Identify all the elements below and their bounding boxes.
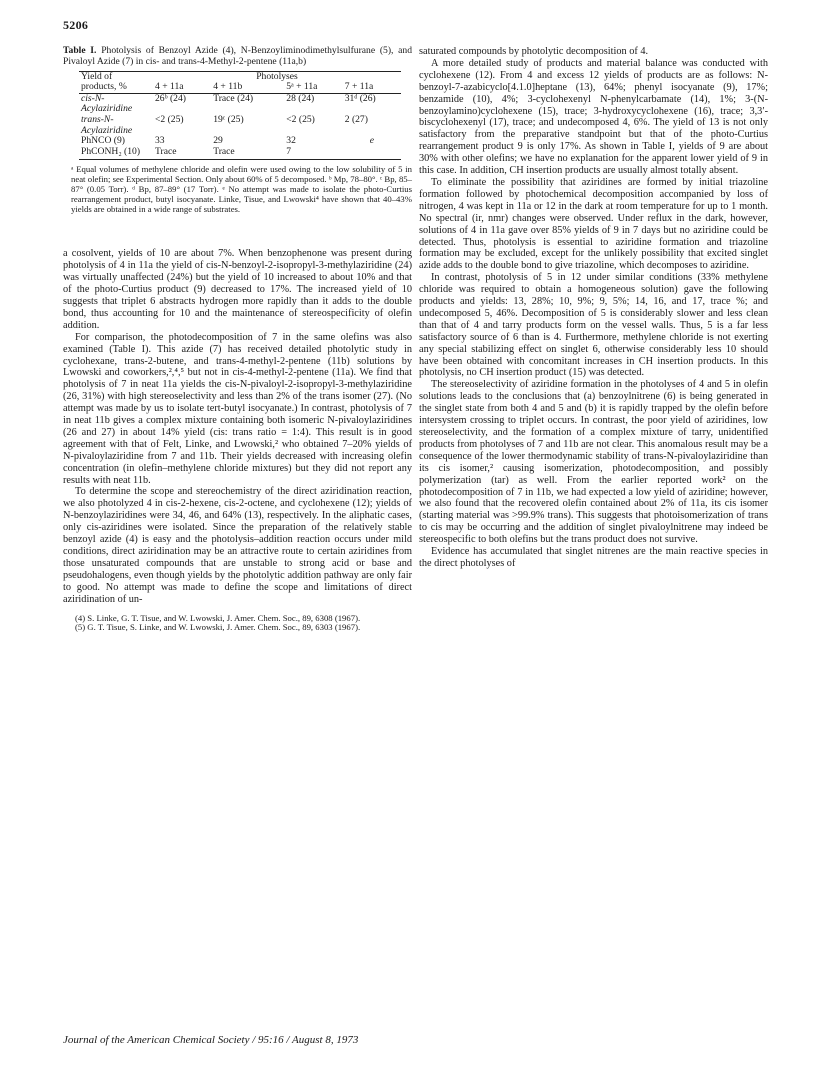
table-cell: Trace (24) — [213, 92, 254, 104]
left-column — [63, 46, 412, 633]
table-caption-text: Photolysis of Benzoyl Azide (4), N-Benzoyliminodimethylsulfurane (5), and Pivaloyl Azide (7) in cis- and trans-4-Methyl-2-pentene (11a,b) — [63, 45, 412, 67]
column-header: 4 + 11b — [211, 82, 284, 93]
table-cell: 19ᶜ (25) — [213, 113, 244, 125]
table-cell: 29 — [213, 135, 223, 147]
journal-footer: Journal of the American Chemical Society / 95:16 / August 8, 1973 — [63, 1034, 359, 1046]
reference: (5) G. T. Tisue, S. Linke, and W. Lwowski, J. Amer. Chem. Soc., 89, 6303 (1967). — [75, 622, 361, 633]
table-cell: <2 (25) — [286, 113, 315, 125]
row-label: PhNCO (9) — [81, 135, 125, 147]
row-label: trans-N-Acylaziridine — [81, 113, 133, 136]
table-caption — [63, 46, 412, 68]
table-footnote: ᵃ Equal volumes of methylene chloride and olefin were used owing to the low solubility of 5 in neat olefin; see Experimental Section. Only about 60% of 5 decomposed. ᵇ Mp, 78–80°. ᶜ Bp, 85–87° (0.05 Torr). ᵈ Bp, 87–89° (17 Torr). ᵉ No attempt was made to isolate the photo-Curtius rearrangement product, butyl isocyanate. Linke, Tisue, and Lwowski⁴ have shown that 40–43% yields are obtained in a wide range of substrates. — [71, 164, 412, 215]
table-row — [79, 93, 401, 115]
body-paragraph: In contrast, photolysis of 5 in 12 under similar conditions (33% methylene chloride was required to obtain a homogeneous solution) gave the following products and yields: 13, 28%; 10, 9%; 9, 5%; 14, 16, and 17, trace %; and undecomposed 5, 46%. Decomposition of 5 is considerably slower and less clean than that of 4 and tarry products form on the vessel walls. Thus, 5 is a far less satisfactory source of 6 than is 4. Furthermore, methylene chloride is not exerting any special stabilizing effect on singlet 6, otherwise considerably less 10 should have been obtained with concomitant increases in CH insertion products. In this photolysis, no CH insertion product (15) was detected. — [419, 272, 768, 379]
body-paragraph: saturated compounds by photolytic decomposition of 4. — [419, 46, 649, 57]
body-paragraph: To determine the scope and stereochemistry of the direct aziridination reaction, we also photolyzed 4 in cis-2-hexene, cis-2-octene, and cyclohexene (12); yields of N-benzoylaziridines were 34, 46, and 64% (13), respectively. In the aliphatic cases, only cis-aziridines were isolated. Since the preparation of the relatively stable benzoyl azide (4) is easy and the photolysis–addition reaction occurs under mild conditions, direct aziridination may be an attractive route to certain aziridines from those unsaturated compounds that are unstable to strong acid or base and pseudohalogens, even though yields by the photolytic addition pathway are only fair to good. No attempt was made to define the scope and limitations of direct aziridination of un- — [63, 486, 412, 605]
body-paragraph: a cosolvent, yields of 10 are about 7%. When benzophenone was present during photolysis of 4 in 11a the yield of cis-N-benzoyl-2-isopropyl-3-methylaziridine (24) was virtually unaffected (24%) but the yield of 10 increased to about 10% and that of the photo-Curtius product (9) decreased to 17%. The increased yield of 10 suggests that triplet 6 abstracts hydrogen more rapidly than it adds to the double bond, thus accounting for 10 and the maintenance of stereospecificity of olefin addition. — [63, 248, 412, 331]
table-cell: 33 — [155, 135, 165, 147]
photolyses-header: Photolyses — [153, 71, 401, 82]
body-paragraph: Evidence has accumulated that singlet nitrenes are the main reactive species in the direct photolyses of — [419, 546, 768, 569]
table-row — [79, 147, 401, 160]
page-number: 5206 — [63, 18, 89, 32]
table-cell — [343, 147, 401, 160]
column-header: 5ᵃ + 11a — [284, 82, 342, 93]
body-paragraph: The stereoselectivity of aziridine formation in the photolyses of 4 and 5 in olefin solutions leads to the conclusions that (a) benzoylnitrene (6) is being generated in the singlet state from both 4 and 5 and (b) it is rapidly trapped by the olefin before intersystem crossing to triplet occurs. In contrast, the poor yield of aziridines, low stereoselectivity, and the formation of a complex mixture of tarry, unidentified products from photolyses of 7 and 11b are not clear. This anomalous result may be a consequence of the lower thermodynamic stability of trans-N-pivaloylaziridine than its cis isomer,² causing isomerization, photodecomposition, and possibly polymerization (tar) as well. From the earlier reported work² on the photodecomposition of 7 in 11b, we had expected a low yield of aziridine; however, we also found that the recovered olefin contained about 2% of 11a, its cis isomer (starting material was >99.9% trans). This suggests that photoisomerization of trans to cis may be occurring and the addition of singlet pivaloylnitrene may indeed be stereospecific to both olefins but the trans product does not survive. — [419, 379, 768, 546]
row-label: cis-N-Acylaziridine — [81, 92, 133, 115]
row-header-1: Yield of — [79, 71, 153, 82]
row-label: PhCONH₂ (10) — [79, 147, 153, 160]
table-cell: Trace — [211, 147, 284, 160]
table-cell: 31ᵈ (26) — [344, 92, 376, 104]
table-cell: e — [369, 135, 374, 147]
table-label: Table I. — [63, 45, 97, 56]
row-header-2: products, % — [79, 82, 153, 93]
body-paragraph: For comparison, the photodecomposition of 7 in the same olefins was also examined (Table I). This azide (7) has received detailed photolytic study in cyclohexane, trans-2-butene, and trans-4-methyl-2-pentene (11b) solutions by Lwowski and coworkers,²,⁴,⁵ but not in cis-4-methyl-2-pentene (11a). We find that photolysis of 7 in neat 11a yields the cis-N-pivaloyl-2-isopropyl-3-methylaziridine (26, 31%) with high stereoselectivity and less than 2% of the trans isomer (27). (No attempt was made by us to isolate tert-butyl isocyanate.) In contrast, photolysis of 7 in neat 11b gives a complex mixture containing both isomeric N-pivaloylaziridines (26 and 27) in about 14% yield (cis: trans ratio = 1:4). This result is in good agreement with that of Felt, Linke, and Lwowski,² who obtained 7–20% yields of N-pivaloylaziridine from 7 and 11b. Their yields decreased with increasing olefin concentration (in olefin–methylene chloride mixtures) but they did not report any results with neat 11b. — [63, 331, 412, 486]
table-row — [79, 115, 401, 136]
column-header: 4 + 11a — [153, 82, 211, 93]
references — [63, 614, 412, 634]
table-cell: 32 — [286, 135, 296, 147]
table-cell: 2 (27) — [344, 113, 368, 125]
right-column — [419, 46, 768, 570]
body-paragraph: To eliminate the possibility that aziridines are formed by initial triazoline formation followed by photochemical decomposition accompanied by loss of nitrogen, 4 was kept in 11a or 12 in the dark at room temperature for up to 1 month. No spectral (ir, nmr) changes were observed. Under reflux in the dark, however, solutions of 4 in 11a gave over 85% yields of 9 in 7 days but no aziridine could be detected. Thus, photolysis is essential to aziridine formation and triazoline formation may be excluded, except for the unlikely possibility that excited singlet azide adds to the double bond to give triazoline, which decomposes to aziridine. — [419, 176, 768, 272]
reference: (4) S. Linke, G. T. Tisue, and W. Lwowski, J. Amer. Chem. Soc., 89, 6308 (1967). — [75, 612, 361, 623]
table-cell: <2 (25) — [155, 113, 184, 125]
column-header: 7 + 11a — [343, 82, 401, 93]
table-cell: 26ᵇ (24) — [155, 92, 186, 104]
table-cell: Trace — [153, 147, 211, 160]
body-paragraph: A more detailed study of products and material balance was conducted with cyclohexene (12). From 4 and excess 12 yields of products are as follows: N-benzoyl-7-azabicyclo[4.1.0]heptane (13), 64%; phenyl isocyanate (9), 17%; benzamide (10), 4%; 3-cyclohexenyl N-phenylcarbamate (14), 1%; 3-(N-benzoylamino)cyclohexene (15), trace; 3-hydroxycyclohexene (16), trace; 3,3′-biscyclohexenyl (17), trace; and undecomposed 4, 6%. The yield of 13 is not only satisfactory from the preparative standpoint but that of the photo-Curtius rearrangement product 9 is only 17%. As shown in Table I, yields of 9 are about 30% with other olefins; we have no explanation for the apparent lower yield of 9 in this case. In addition, CH insertion products are usually almost totally absent. — [419, 57, 768, 177]
table-cell: 28 (24) — [286, 92, 315, 104]
table-cell: 7 — [284, 147, 342, 160]
photolysis-table — [79, 71, 401, 161]
